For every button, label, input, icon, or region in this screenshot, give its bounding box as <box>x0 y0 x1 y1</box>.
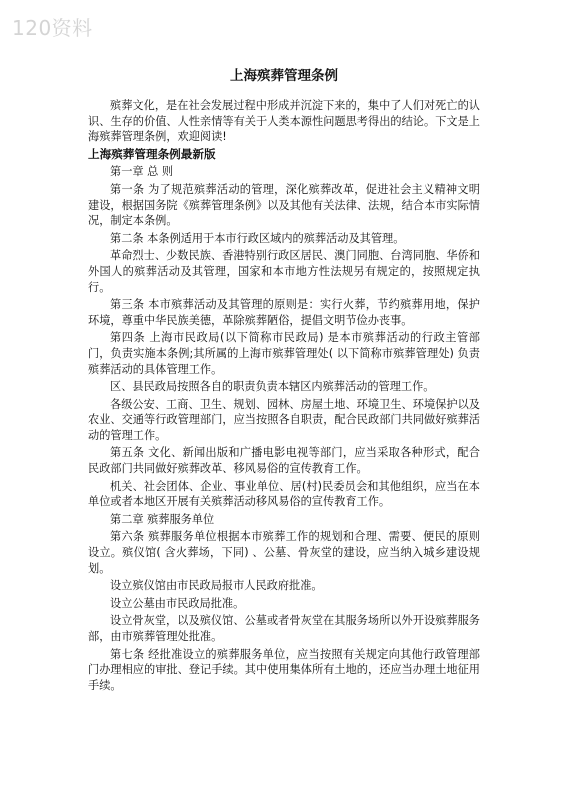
intro-paragraph: 殡葬文化，是在社会发展过程中形成并沉淀下来的，集中了人们对死亡的认识、生存的价值、人性亲情等有关于人类本源性问题思考得出的结论。下文是上海殡葬管理条例，欢迎阅读! <box>88 99 480 144</box>
article-paragraph: 设立公墓由市民政局批准。 <box>110 596 245 610</box>
section-heading: 上海殡葬管理条例最新版 <box>88 146 216 161</box>
article-paragraph: 区、县民政局按照各自的职责负责本辖区内殡葬活动的管理工作。 <box>110 380 435 394</box>
watermark-logo: 120资料 <box>12 16 93 40</box>
article-paragraph: 第七条 经批准设立的殡葬服务单位，应当按照有关规定向其他行政管理部门办理相应的审批、登记手续。其中使用集体所有土地的，还应当办理土地征用手续。 <box>88 647 480 692</box>
article-paragraph: 第四条 上海市民政局(以下简称市民政局) 是本市殡葬活动的行政主管部门，负责实施本条例;其所属的上海市殡葬管理处( 以下简称市殡葬管理处) 负责殡葬活动的具体管理工作。 <box>88 331 480 376</box>
article-paragraph: 设立殡仪馆由市民政局报市人民政府批准。 <box>110 579 323 593</box>
article-paragraph: 第五条 文化、新闻出版和广播电影电视等部门，应当采取各种形式，配合民政部门共同做好殡葬改革、移风易俗的宣传教育工作。 <box>88 446 480 476</box>
article-paragraph: 第一条 为了规范殡葬活动的管理，深化殡葬改革，促进社会主义精神文明建设，根据国务院《殡葬管理条例》以及其他有关法律、法规，结合本市实际情况，制定本条例。 <box>88 182 480 228</box>
article-paragraph: 第六条 殡葬服务单位根据本市殡葬工作的规划和合理、需要、便民的原则设立。殡仪馆( 含火葬场，下同) 、公墓、骨灰堂的建设，应当纳入城乡建设规划。 <box>88 530 480 575</box>
article-paragraph: 各级公安、工商、卫生、规划、园林、房屋土地、环境卫生、环境保护以及农业、交通等行政管理部门，应当按照各自职责，配合民政部门共同做好殡葬活动的管理工作。 <box>88 397 480 442</box>
article-paragraph: 设立骨灰堂，以及殡仪馆、公墓或者骨灰堂在其服务场所以外开设殡葬服务部，由市殡葬管理处批准。 <box>88 614 480 643</box>
document-body <box>88 66 480 695</box>
article-paragraph: 第三条 本市殡葬活动及其管理的原则是：实行火葬，节约殡葬用地，保护环境，尊重中华民族美德，革除殡葬陋俗，提倡文明节俭办丧事。 <box>88 298 480 327</box>
document-title: 上海殡葬管理条例 <box>230 68 338 84</box>
article-paragraph: 机关、社会团体、企业、事业单位、居(村)民委员会和其他组织，应当在本单位或者本地区开展有关殡葬活动移风易俗的宣传教育工作。 <box>88 479 480 509</box>
article-paragraph: 第二条 本条例适用于本市行政区域内的殡葬活动及其管理。 <box>110 231 405 245</box>
chapter-heading-2: 第二章 殡葬服务单位 <box>110 512 215 526</box>
chapter-heading-1: 第一章 总 则 <box>110 165 174 179</box>
article-paragraph: 革命烈士、少数民族、香港特别行政区居民、澳门同胞、台湾同胞、华侨和外国人的殡葬活动及其管理，国家和本市地方性法规另有规定的，按照规定执行。 <box>88 249 480 294</box>
